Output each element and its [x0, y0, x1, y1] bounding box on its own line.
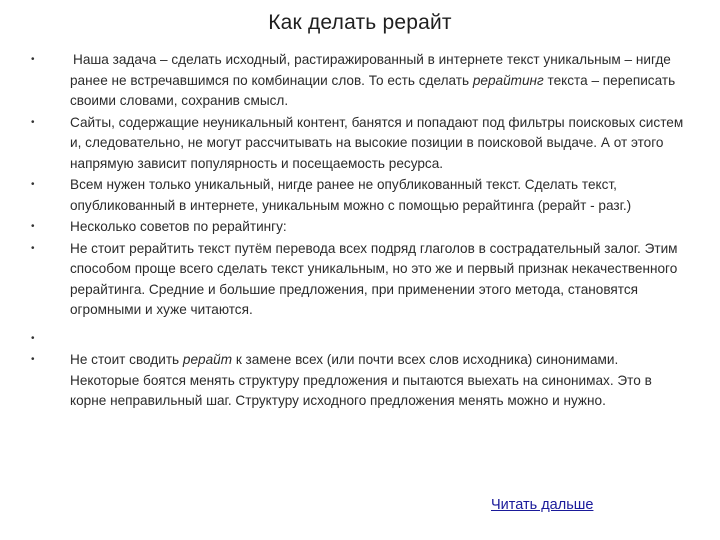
bullet-text-part: к замене всех (или почти всех слов исходника) синонимами. Некоторые боятся менять структуру предложения и пытаются выехать на синонимах. Это в корне неправильный шаг. Структуру исходного предложения менять можно и нужно.: [70, 352, 652, 408]
bullet-item-synonyms: [30, 350, 690, 412]
bullet-marker-icon: •: [31, 179, 35, 190]
bullet-item-tips-heading: [30, 217, 690, 238]
bullet-text: Несколько советов по рерайтингу:: [70, 219, 287, 234]
bullet-text-part: текста – переписать своими словами, сохранив смысл.: [70, 72, 676, 108]
bullet-text: [70, 50, 690, 112]
bullet-marker-icon: •: [31, 54, 35, 65]
bullet-item-unique: [30, 175, 690, 216]
bullet-text: Сайты, содержащие неуникальный контент, банятся и попадают под фильтры поисковых систем и, следовательно, не могут рассчитывать на высокие позиции в поисковой выдаче. А от этого напрямую зависит популярность и посещаемость ресурса.: [70, 114, 684, 171]
bullet-list: [30, 50, 690, 413]
bullet-text-part: Наша задача – сделать исходный, растиражированный в интернете текст уникальным – нигде ранее не встречавшимся по комбинации слов. То есть сделать: [70, 52, 671, 88]
bullet-marker-icon: •: [31, 221, 35, 232]
bullet-text-emphasis: рерайтинг: [472, 72, 544, 88]
slide-title: Как делать рерайт: [268, 11, 452, 34]
bullet-item-sites: [30, 113, 690, 175]
bullet-marker-icon: •: [31, 242, 35, 254]
bullet-text: [70, 350, 690, 412]
bullet-marker-icon: •: [31, 116, 35, 128]
read-more-link[interactable]: Читать дальше: [491, 497, 594, 513]
bullet-text: Не стоит рерайтить текст путём перевода всех подряд глаголов в сострадательный залог. Этим способом проще всего сделать текст уникальным, но это же и первый признак некачественного рерайтинга. Средние и большие предложения, при применении этого метода, становятся огромными и хуже читаются.: [70, 240, 678, 317]
bullet-item-task: [30, 50, 690, 112]
bullet-text: Всем нужен только уникальный, нигде ранее не опубликованный текст. Сделать текст, опубликованный в интернете, уникальным можно с помощью рерайтинга (рерайт - разг.): [70, 177, 632, 213]
bullet-text-emphasis: рерайт: [182, 352, 233, 367]
bullet-item-empty: [30, 329, 690, 350]
bullet-marker-icon: •: [31, 354, 35, 365]
bullet-marker-icon: •: [31, 332, 35, 344]
bullet-text-part: Не стоит сводить: [70, 352, 183, 367]
bullet-item-passive-voice: [30, 239, 690, 321]
